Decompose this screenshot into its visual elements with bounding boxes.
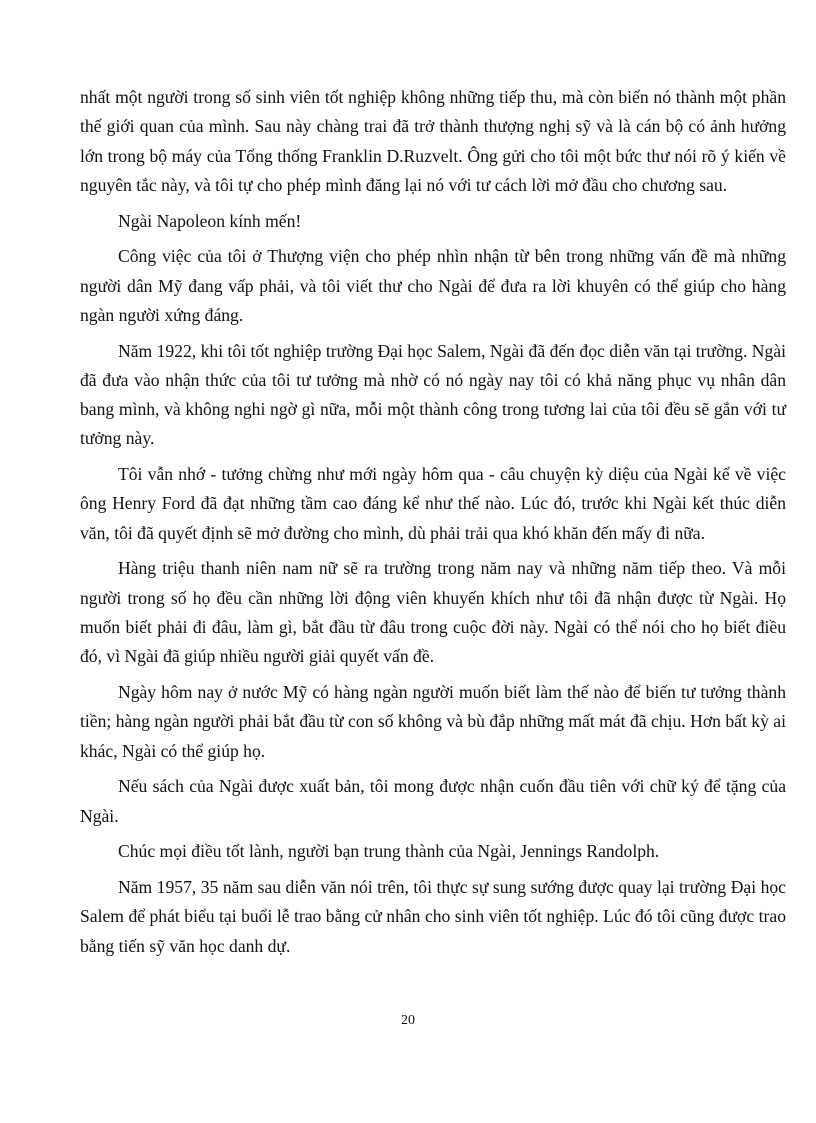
letter-paragraph-book: Nếu sách của Ngài được xuất bản, tôi mong được nhận cuốn đầu tiên với chữ ký để tặng của Ngài. xyxy=(80,776,786,826)
letter-paragraph-senate: Công việc của tôi ở Thượng viện cho phép nhìn nhận từ bên trong những vấn đề mà những người dân Mỹ đang vấp phải, và tôi viết thư cho Ngài để đưa ra lời khuyên có thể giúp cho hàng ngàn người xứng đáng. xyxy=(80,246,786,325)
letter-salutation: Ngài Napoleon kính mến! xyxy=(118,210,302,231)
letter-paragraph-america: Ngày hôm nay ở nước Mỹ có hàng ngàn người muốn biết làm thế nào để biến tư tưởng thành tiền; hàng ngàn người phải bắt đầu từ con số không và bù đắp những mất mát đã chịu. Hơn bất kỳ ai khác, Ngài có thể giúp họ. xyxy=(80,681,786,761)
letter-paragraph-1922: Năm 1922, khi tôi tốt nghiệp trường Đại học Salem, Ngài đã đến đọc diễn văn tại trường. Ngài đã đưa vào nhận thức của tôi tư tưởng mà nhờ có nó ngày nay tôi có khả năng phục vụ nhân dân bang mình, và không nghi ngờ gì nữa, mỗi một thành công trong tương lai của tôi đều sẽ gắn với tư tưởng này. xyxy=(80,340,786,449)
letter-paragraph-graduates: Hàng triệu thanh niên nam nữ sẽ ra trường trong năm nay và những năm tiếp theo. Và mỗi người trong số họ đều cần những lời động viên khuyến khích như tôi đã nhận được từ Ngài. Họ muốn biết phải đi đâu, làm gì, bắt đầu từ đâu trong cuộc đời này. Ngài có thể nói cho họ biết điều đó, vì Ngài đã giúp nhiều người giải quyết vấn đề. xyxy=(80,558,786,667)
letter-paragraph-henry-ford: Tôi vẫn nhớ - tưởng chừng như mới ngày hôm qua - câu chuyện kỳ diệu của Ngài kể về việc ông Henry Ford đã đạt những tầm cao đáng kể như thế nào. Lúc đó, trước khi Ngài kết thúc diễn văn, tôi đã quyết định sẽ mở đường cho mình, dù phải trải qua khó khăn đến mấy đi nữa. xyxy=(80,464,786,543)
paragraph-1957: Năm 1957, 35 năm sau diễn văn nói trên, tôi thực sự sung sướng được quay lại trường Đại học Salem để phát biểu tại buổi lễ trao bằng cử nhân cho sinh viên tốt nghiệp. Lúc đó tôi cũng được trao bằng tiến sỹ văn học danh dự. xyxy=(80,876,786,956)
document-body xyxy=(80,83,786,967)
letter-signoff: Chúc mọi điều tốt lành, người bạn trung thành của Ngài, Jennings Randolph. xyxy=(118,841,660,862)
paragraph-continuation: nhất một người trong số sinh viên tốt nghiệp không những tiếp thu, mà còn biến nó thành một phần thế giới quan của mình. Sau này chàng trai đã trở thành thượng nghị sỹ và là cán bộ có ảnh hưởng lớn trong bộ máy của Tổng thống Franklin D.Ruzvelt. Ông gửi cho tôi một bức thư nói rõ ý kiến về nguyên tắc này, và tôi tự cho phép mình đăng lại nó với tư cách lời mở đầu cho chương sau. xyxy=(80,87,786,195)
page-number: 20 xyxy=(401,1013,415,1028)
